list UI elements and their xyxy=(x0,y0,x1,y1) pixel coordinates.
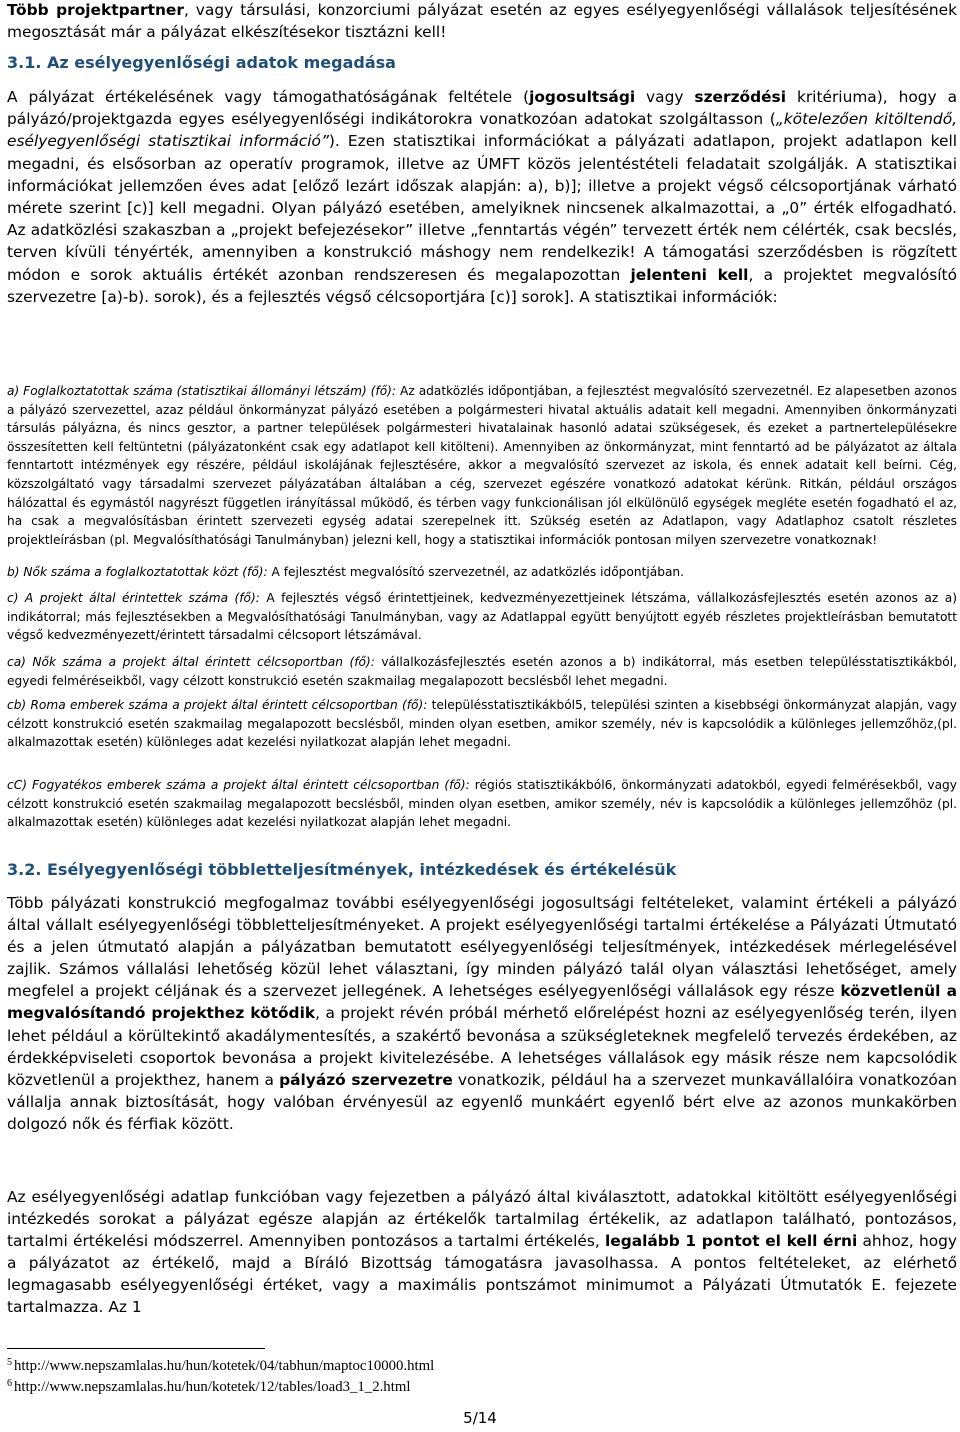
intro-paragraph xyxy=(7,0,957,43)
intro-bold-lead: Több projektpartner xyxy=(7,1,184,19)
item-c-label: c) A projekt által érintettek száma (fő): xyxy=(7,591,260,605)
item-a-employees: a) Foglalkoztatottak száma (statisztikai állományi létszám) (fő): Az adatközlés időpontjában, a fejlesztést megvalósító szervezetnél. Ez alapesetben azonos a pályázó szervezettel, azaz például önkormányzat pályázó esetében a polgármesteri hivatal aktuális adatait kell megadni. Amennyiben önkormányzati társulás pályázna, és nincs gesztor, a partner települések polgármesteri hivatalainak hasonló adatai szükségesek, és ezeket a partnertelepülésekre összesítetten kell feltüntetni (pályázatonként csak egy adatlapot kell kitölteni). Amennyiben az önkormányzat, mint fenntartó ad be pályázatot az általa fenntartott intézmények egy részére, például iskolájának fejlesztésére, akkor a megvalósító szervezet az iskola, és ennek adatait kell beírni. Cég, közszolgáltató vagy társadalmi szervezet pályázatában általában a cég, szervezet egészére vonatkozó adatokat kérünk. Ritkán, például országos hálózattal és egymástól nagyrészt független irányítással működő, és térben vagy funkcionálisan jól elkülönülő egységek megléte esetén fogadható el az, ha csak a megvalósításban érintett szervezeti egység adatai szerepelnek itt. Szükség esetén az Adatlapon, vagy Adatlaphoz csatolt részletes projektleírásban (pl. Megvalósíthatósági Tanulmányban) jelezni kell, hogy a statisztikai információk pontosan milyen szervezetre vonatkoznak! xyxy=(7,384,957,547)
paragraph-data-requirements: A pályázat értékelésének vagy támogathatóságának feltétele (jogosultsági vagy szerződési kritériuma), hogy a pályázó/projektgazda egyes esélyegyenlőségi indikátorokra vonatkozóan adatokat szolgáltasson („kötelezően kitöltendő, esélyegyenlőségi statisztikai információ”). Ezen statisztikai információkat a pályázati adatlapon, projekt adatlapon kell megadni, és elsősorban az operatív programok, illetve az ÚMFT közös jelentéstételi feladatait szolgálják. A statisztikai információkat jellemzően éves adat [előző lezárt időszak alapján: a), b)]; illetve a projekt végső célcsoportjának várható mérete szerint [c)] kell megadni. Olyan pályázó esetében, amelyiknek nincsenek alkalmazottai, a „0” érték elfogadható. Az adatközlési szakaszban a „projekt befejezésekor” illetve „fenntartás végén” tervezett érték nem célérték, csak becslés, terven kívüli tényérték, amennyiben a konstrukció máshogy nem rendelkezik! A támogatási szerződésben is rögzített módon e sorok aktuális értékét azonban rendszeresen és megalapozottan jelenteni kell, a projektet megvalósító szervezetre [a)-b). sorok), és a fejlesztés végső célcsoportjára [c)] sorok]. A statisztikai információk: xyxy=(7,88,958,306)
paragraph-extra-performance: Több pályázati konstrukció megfogalmaz további esélyegyenlőségi jogosultsági feltételeket, valamint értékeli a pályázó által vállalt esélyegyenlőségi többletteljesítményeket. A projekt esélyegyenlőségi tartalmi értékelése a Pályázati Útmutató és a jelen útmutató alapján a pályázatban bemutatott esélyegyenlőségi teljesítmények, intézkedések mérlegelésével zajlik. Számos vállalási lehetőség közül lehet választani, így minden pályázó talál olyan választási lehetőséget, amely megfelel a projekt céljának és a szervezet jellegének. A lehetséges esélyegyenlőségi vállalások egy része közvetlenül a megvalósítandó projekthez kötődik, a projekt révén próbál mérhető előrelépést hozni az esélyegyenlőség terén, ilyen lehet például a körültekintő akadálymentesítés, a szakértő bevonása a szükségleteknek megfelelő tervezés érdekében, az érdekképviseleti csoportok bevonása a projekt kivitelezésébe. A lehetséges vállalások egy másik része nem kapcsolódik közvetlenül a projekthez, hanem a pályázó szervezetre vonatkozik, például ha a szervezet munkavállalóira vonatkozóan vállalja annak biztosítását, hogy valóban érvényesül az egyenlő munkáért egyenlő bért elve az azonos munkakörben dolgozó nők és férfiak között. xyxy=(7,894,957,1133)
footnote-5-link[interactable]: http://www.nepszamlalas.hu/hun/kotetek/04/tabhun/maptoc10000.html xyxy=(14,1358,435,1374)
footnote-5-number: 5 xyxy=(7,1357,12,1368)
footnote-separator xyxy=(7,1348,265,1349)
item-c-affected: c) A projekt által érintettek száma (fő): A fejlesztés végső érintettjeinek, kedvezményezettjeinek létszáma, vállalkozásfejlesztés esetén azonos az a) indikátorral; más fejlesztésekben a Megvalósíthatósági Tanulmányban, vagy az Adatlappal együtt benyújtott egyéb részletes projektleírásban bemutatott végső kedvezményezett/érintett társadalmi célcsoport létszámával. xyxy=(7,591,957,643)
item-cc-disabled-target: cC) Fogyatékos emberek száma a projekt által érintett célcsoportban (fő): régiós statisztikákból6, önkormányzati adatokból, egyedi felmérésekből, vagy célzott konstrukció esetén szakmailag megalapozott becslésből, minden olyan esetben, amikor személy, név is kapcsolódik a különleges jellemzőhöz (pl. alkalmazottak esetén) különleges adat kezelési nyilatkozat alapján lehet megadni. xyxy=(7,778,957,830)
section-heading-3-2: 3.2. Esélyegyenlőségi többletteljesítmények, intézkedések és értékelésük xyxy=(7,860,677,879)
item-b-women: b) Nők száma a foglalkoztatottak közt (fő): A fejlesztést megvalósító szervezetnél, az adatközlés időpontjában. xyxy=(7,565,685,579)
item-b-label: b) Nők száma a foglalkoztatottak közt (fő): xyxy=(7,565,268,579)
footnote-5 xyxy=(7,1354,434,1375)
section-heading-3-1: 3.1. Az esélyegyenlőségi adatok megadása xyxy=(7,53,396,72)
footnote-6-number: 6 xyxy=(7,1378,12,1389)
item-cb-label: cb) Roma emberek száma a projekt által érintett célcsoportban (fő): xyxy=(7,698,428,712)
item-a-label: a) Foglalkoztatottak száma (statisztikai állományi létszám) (fő): xyxy=(7,384,397,398)
item-cb-roma-target: cb) Roma emberek száma a projekt által érintett célcsoportban (fő): településstatisztikákból5, települési szinten a kisebbségi önkormányzat alapján, vagy célzott konstrukció esetén szakmailag megalapozott becslésből, minden olyan esetben, amikor személy, név is kapcsolódik a különleges jellemzőhöz,(pl. alkalmazottak esetén) különleges adat kezelési nyilatkozat alapján lehet megadni. xyxy=(7,698,957,750)
intro-text: , vagy társulási, konzorciumi pályázat esetén az egyes esélyegyenlőségi vállalások teljesítésének megosztását már a pályázat elkészítésekor tisztázni kell! xyxy=(7,1,958,42)
footnote-6 xyxy=(7,1375,410,1396)
footnote-6-link[interactable]: http://www.nepszamlalas.hu/hun/kotetek/12/tables/load3_1_2.html xyxy=(14,1379,411,1395)
item-cc-label: cC) Fogyatékos emberek száma a projekt által érintett célcsoportban (fő): xyxy=(7,778,470,792)
item-ca-label: ca) Nők száma a projekt által érintett célcsoportban (fő): xyxy=(7,655,375,669)
item-ca-women-target: ca) Nők száma a projekt által érintett célcsoportban (fő): vállalkozásfejlesztés esetén azonos a b) indikátorral, más esetben településstatisztikákból, egyedi felméréseikből, vagy célzott konstrukció esetén szakmailag megalapozott becslésből lehet megadni. xyxy=(7,655,958,688)
page-number: 5/14 xyxy=(463,1409,497,1427)
paragraph-scoring: Az esélyegyenlőségi adatlap funkcióban vagy fejezetben a pályázó által kiválasztott, adatokkal kitöltött esélyegyenlőségi intézkedés sorokat a pályázat egésze alapján az értékelők tartalmilag értékelik, az adatlapon található, pontozásos, tartalmi értékelési módszerrel. Amennyiben pontozásos a tartalmi értékelés, legalább 1 pontot el kell érni ahhoz, hogy a pályázatot az értékelő, majd a Bíráló Bizottság támogatásra javasolhassa. A pontos feltételeket, az elérhető legmagasabb esélyegyenlőségi értéket, vagy a maximális pontszámot minimumot a Pályázati Útmutatók E. fejezete tartalmazza. Az 1 xyxy=(7,1188,957,1317)
